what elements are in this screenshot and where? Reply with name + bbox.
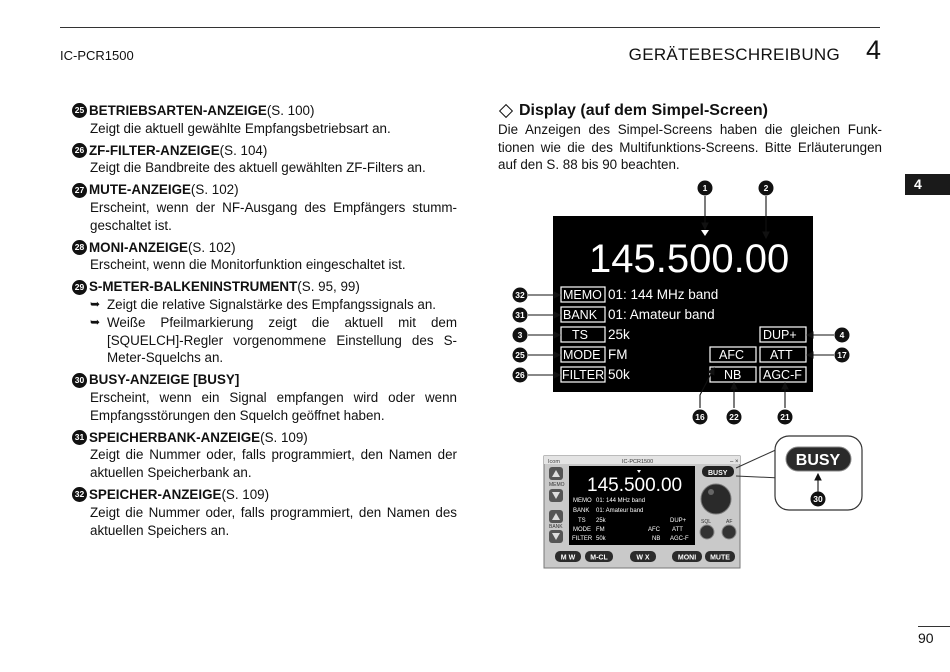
- callout-number: 27: [72, 183, 87, 198]
- callout-26: 26: [515, 370, 525, 380]
- callout-32: 32: [515, 290, 525, 300]
- dup-indicator: DUP+: [763, 328, 797, 342]
- svg-text:BANK: BANK: [549, 524, 563, 530]
- entry-ref: (S. 100): [266, 103, 315, 118]
- bullet-item: ➥ Weiße Pfeilmarkierung zeigt die aktuell mit dem [SQUELCH]-Regler vorgenommene Einstellung des S-Meter-Squelchs an.: [90, 314, 457, 366]
- svg-text:MEMO: MEMO: [549, 482, 565, 488]
- entry-title: MONI-ANZEIGE: [89, 239, 188, 255]
- bank-text: 01: Amateur band: [608, 307, 715, 322]
- section-text: Die Anzeigen des Simpel-Screens haben die gleichen Funktionen wie die des Multifunktions-Screens. Bitte Erläuterungen auf den S. 88 bis 90 beachten.: [498, 121, 882, 173]
- mode-label: MODE: [563, 348, 601, 362]
- entry-title: S-METER-BALKENINSTRUMENT: [89, 279, 298, 295]
- callout-2: 2: [763, 183, 769, 193]
- entry-ref: (S. 109): [260, 429, 308, 445]
- bank-label: BANK: [563, 308, 598, 322]
- window-title: IC-PCR1500: [622, 459, 654, 465]
- entry-title: ZF-FILTER-ANZEIGE: [89, 142, 220, 158]
- filter-value: 50k: [608, 367, 630, 382]
- entry-title: MUTE-ANZEIGE: [89, 182, 191, 198]
- callout-16: 16: [695, 412, 705, 422]
- callout-4: 4: [839, 330, 845, 340]
- entry-ref: (S. 102): [190, 182, 239, 198]
- svg-text:SQL: SQL: [701, 519, 712, 525]
- svg-text:FILTER: FILTER: [572, 536, 593, 542]
- callout-number: 32: [72, 487, 87, 502]
- callout-number: 26: [72, 143, 87, 158]
- entry-body: Zeigt die aktuell gewählte Empfangsbetriebsart an.: [90, 120, 391, 136]
- svg-text:MODE: MODE: [573, 527, 591, 533]
- callout-3: 3: [517, 330, 523, 340]
- entry-ref: (S. 102): [187, 239, 236, 255]
- arrow-bullet-icon: ➥: [90, 296, 101, 311]
- entry-body: Erscheint, wenn ein Signal empfangen wird oder wenn Empfangsstörungen den Squelch geöffnet haben.: [90, 389, 457, 423]
- callout-22: 22: [729, 412, 739, 422]
- entry-ref: (S. 95, 99): [297, 279, 360, 295]
- callout-number: 25: [72, 103, 87, 118]
- chapter-tab: 4: [905, 174, 950, 195]
- svg-text:MONI: MONI: [677, 554, 697, 562]
- svg-text:NB: NB: [652, 536, 661, 542]
- svg-text:DUP+: DUP+: [670, 518, 687, 524]
- callout-number: 30: [72, 373, 87, 388]
- window-frequency: 145.500.00: [587, 475, 683, 496]
- callout-number: 29: [72, 280, 87, 295]
- filter-label: FILTER: [562, 368, 605, 382]
- chapter-number: 4: [866, 35, 882, 65]
- memo-label: MEMO: [563, 288, 602, 302]
- svg-text:25k: 25k: [596, 518, 606, 524]
- section-title: GERÄTEBESCHREIBUNG: [628, 45, 840, 64]
- svg-text:AF: AF: [726, 519, 733, 525]
- entry-ref: (S. 109): [221, 486, 270, 502]
- entry-body: Zeigt die Bandbreite des aktuell gewählten ZF-Filters an.: [90, 160, 426, 176]
- entry-ref: (S. 104): [219, 142, 268, 158]
- svg-text:M-CL: M-CL: [590, 554, 608, 562]
- section-heading: Display (auf dem Simpel-Screen): [498, 102, 882, 120]
- svg-text:MEMO: MEMO: [573, 498, 592, 504]
- svg-text:50k: 50k: [596, 536, 606, 542]
- entry-body: Zeigt die Nummer oder, falls programmiert, den Namen des aktuellen Speichers an.: [90, 504, 457, 538]
- svg-text:AFC: AFC: [648, 527, 660, 533]
- callout-number: 28: [72, 240, 87, 255]
- arrow-bullet-icon: ➥: [90, 314, 101, 329]
- ts-value: 25k: [608, 327, 630, 342]
- callout-31: 31: [515, 310, 525, 320]
- mode-value: FM: [608, 347, 628, 362]
- software-window: [544, 456, 740, 568]
- afc-indicator: AFC: [719, 348, 744, 362]
- callout-21: 21: [780, 412, 790, 422]
- svg-text:MUTE: MUTE: [710, 554, 730, 562]
- memo-text: 01: 144 MHz band: [608, 287, 719, 302]
- svg-text:AGC-F: AGC-F: [670, 536, 689, 542]
- callout-number: 31: [72, 430, 87, 445]
- bullet-item: ➥ Zeigt die relative Signalstärke des Empfangssignals an.: [90, 296, 436, 312]
- svg-text:M W: M W: [560, 554, 576, 562]
- svg-text:BUSY: BUSY: [708, 470, 728, 477]
- model-name: IC-PCR1500: [60, 48, 134, 63]
- svg-text:TS: TS: [578, 518, 586, 524]
- svg-text:BUSY: BUSY: [795, 452, 841, 469]
- entry-body: Zeigt die Nummer oder, falls programmiert, den Namen der aktuellen Speicherbank an.: [90, 447, 457, 481]
- frequency-readout: 145.500.00: [589, 237, 790, 281]
- callout-25: 25: [515, 350, 525, 360]
- window-close-icon[interactable]: – ×: [730, 459, 739, 465]
- callout-1: 1: [702, 183, 708, 193]
- entry-title: SPEICHER-ANZEIGE: [89, 486, 222, 502]
- window-icon-label: Icom: [548, 459, 560, 465]
- agc-indicator: AGC-F: [763, 368, 802, 382]
- sql-knob[interactable]: [700, 525, 714, 539]
- page-number: 90: [918, 630, 934, 646]
- callout-17: 17: [837, 350, 847, 360]
- svg-text:W X: W X: [636, 554, 650, 562]
- ts-label: TS: [572, 328, 588, 342]
- callout-30: 30: [813, 494, 823, 504]
- att-indicator: ATT: [770, 348, 793, 362]
- svg-text:ATT: ATT: [672, 527, 683, 533]
- entry-body: Erscheint, wenn die Monitorfunktion eingeschaltet ist.: [90, 257, 406, 273]
- entry-title: SPEICHERBANK-ANZEIGE: [89, 429, 261, 445]
- entry-title: BETRIEBSARTEN-ANZEIGE: [89, 103, 267, 118]
- nb-indicator: NB: [724, 368, 742, 382]
- svg-text:BANK: BANK: [573, 508, 590, 514]
- svg-text:01: 144 MHz band: 01: 144 MHz band: [596, 498, 646, 504]
- entry-body: Erscheint, wenn der NF-Ausgang des Empfängers stummgeschaltet ist.: [90, 199, 457, 233]
- entry-title: BUSY-ANZEIGE [BUSY]: [89, 372, 240, 388]
- tuning-dial[interactable]: [701, 484, 731, 514]
- af-knob[interactable]: [722, 525, 736, 539]
- svg-text:FM: FM: [596, 527, 605, 533]
- svg-text:01: Amateur band: 01: Amateur band: [596, 508, 644, 514]
